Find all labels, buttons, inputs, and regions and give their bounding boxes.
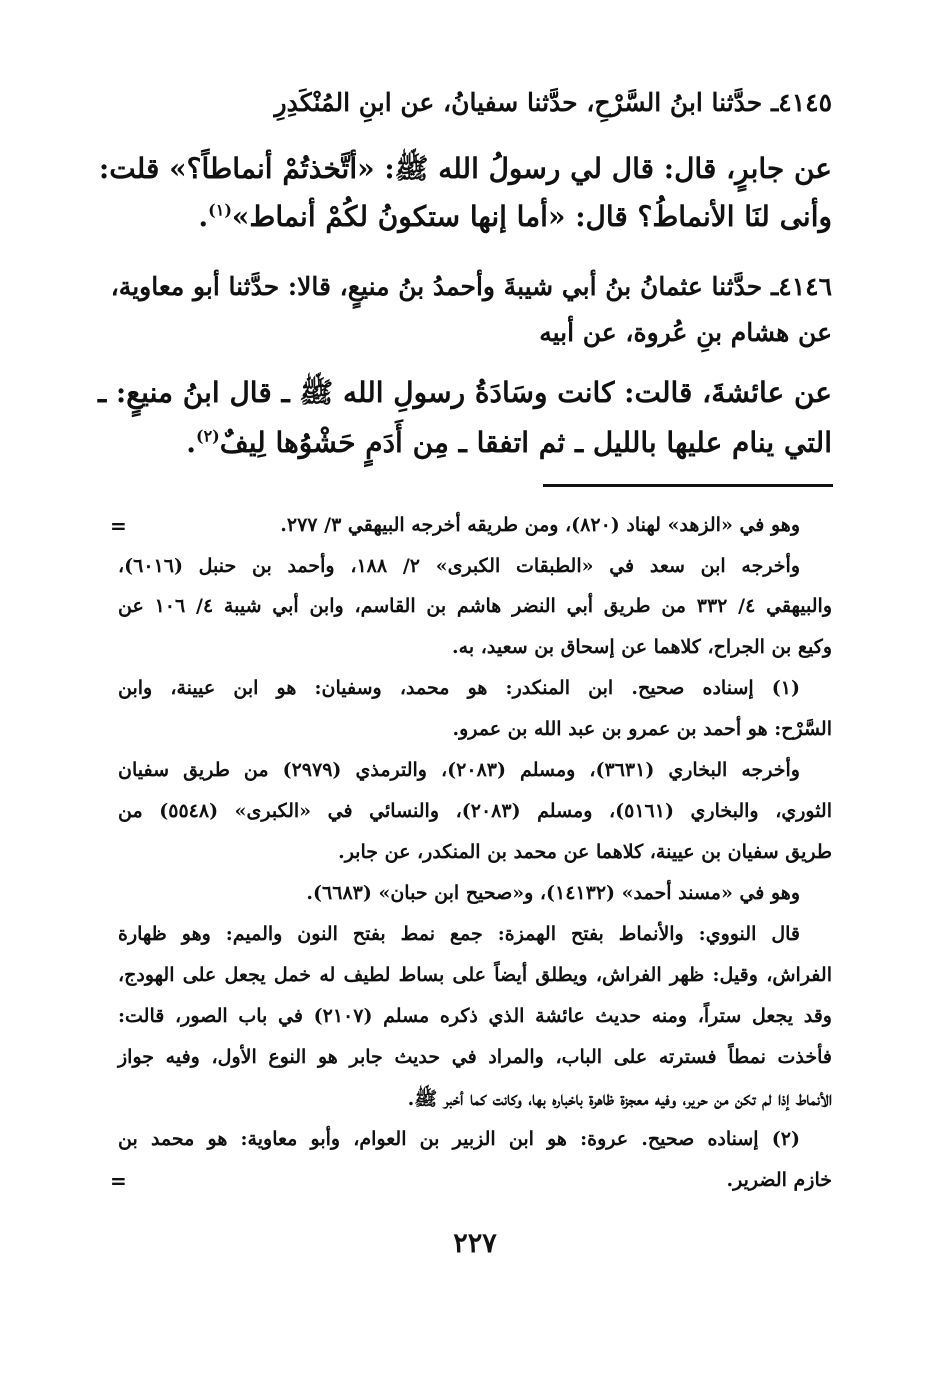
hadith-4145-matn-line-1: عن جابرٍ، قال: قال لي رسولُ الله ﷺ: «أتَّخذتُمْ أنماطاً؟» قلت: (98, 152, 832, 185)
footnote-2-line: (٢) إسناده صحيح. عروة: هو ابن الزبير بن العوام، وأبو معاوية: هو محمد بن (118, 1128, 800, 1150)
hadith-4146-matn-line-1: عن عائشةَ، قالت: كانت وسَادَةُ رسولِ الله ﷺ ـ قال ابنُ منيعٍ: ـ (97, 376, 832, 409)
footnote-1-line: الأنماط إذا لم تكن من حرير، وفيه معجزة ظاهرة باخباره بها، وكانت كما أخبر ﷺ. (407, 1088, 832, 1110)
footnote-continues-mark: = (110, 1169, 127, 1193)
hadith-4146-matn-text: التي ينام عليها بالليل ـ ثم اتفقا ـ مِن أَدَمٍ حَشْوُها لِيفٌ (219, 426, 832, 459)
footnote-2-line: خازم الضرير. (726, 1169, 832, 1191)
hadith-4146-note-ref: (٢) (195, 426, 220, 446)
footnote-1-line: وقد يجعل ستراً، ومنه حديث عائشة الذي ذكره مسلم (٢١٠٧) في باب الصور، قالت: (118, 1005, 832, 1027)
hadith-4145-matn-line-2: وأنى لنَا الأنماطُ؟ قال: «أما إنها ستكونُ لكُمْ أنماط»$^{(١)}$. (198, 200, 832, 233)
footnote-separator (543, 484, 833, 487)
footnote-1-line: قال النووي: والأنماط بفتح الهمزة: جمع نمط بفتح النون والميم: وهو ظهارة (118, 923, 800, 945)
footnote-line: والبيهقي ٤/ ٣٣٢ من طريق أبي النضر هاشم بن القاسم، وابن أبي شيبة ٤/ ١٠٦ عن (118, 595, 832, 617)
footnote-1-line: وأخرجه البخاري (٣٦٣١)، ومسلم (٢٠٨٣)، والترمذي (٢٩٧٩) من طريق سفيان (118, 759, 800, 781)
footnote-1-line: (١) إسناده صحيح. ابن المنكدر: هو محمد، وسفيان: هو ابن عيينة، وابن (118, 677, 800, 699)
footnote-1-line: وهو في «مسند أحمد» (١٤١٣٢)، و«صحيح ابن حبان» (٦٦٨٣). (306, 882, 800, 904)
hadith-4146-isnad-line-2: عن هشام بنِ عُروة، عن أبيه (539, 318, 832, 347)
page-number: ٢٢٧ (453, 1228, 497, 1259)
footnote-line: وكيع بن الجراح، كلاهما عن إسحاق بن سعيد، به. (452, 636, 832, 658)
hadith-4146-isnad-line-1: ٤١٤٦ـ حدَّثنا عثمانُ بنُ أبي شيبةَ وأحمدُ بنُ منيعٍ، قالا: حدَّثنا أبو معاوية، (110, 272, 832, 301)
footnote-1-line: طريق سفيان بن عيينة، كلاهما عن محمد بن المنكدر، عن جابر. (338, 841, 832, 863)
footnote-1-line: الثوري، والبخاري (٥١٦١)، ومسلم (٢٠٨٣)، والنسائي في «الكبرى» (٥٥٤٨) من (118, 800, 832, 822)
hadith-4145-isnad: ٤١٤٥ـ حدَّثنا ابنُ السَّرْحِ، حدَّثنا سفيانُ، عن ابنِ المُنْكَدِرِ (274, 88, 832, 117)
hadith-4146-matn-line-2: التي ينام عليها بالليل ـ ثم اتفقا ـ مِن أَدَمٍ حَشْوُها لِيفٌ$^{(٢)}$. (186, 426, 832, 459)
footnote-1-line: السَّرْح: هو أحمد بن عمرو بن عبد الله بن عمرو. (452, 718, 832, 740)
footnote-1-line: فأخذت نمطاً فسترته على الباب، والمراد في حديث جابر هو النوع الأول، وفيه جواز (118, 1046, 832, 1068)
footnote-continuation-mark: = (110, 514, 127, 538)
hadith-4145-note-ref: (١) (208, 200, 232, 220)
footnote-line: وهو في «الزهد» لهناد (٨٢٠)، ومن طريقه أخرجه البيهقي ٣/ ٢٧٧. (280, 514, 800, 536)
footnote-line: وأخرجه ابن سعد في «الطبقات الكبرى» ٢/ ١٨٨، وأحمد بن حنبل (٦٠١٦)، (118, 555, 800, 577)
footnote-1-line: الفراش، وقيل: ظهر الفراش، ويطلق أيضاً على بساط لطيف له خمل يجعل على الهودج، (118, 964, 832, 986)
hadith-4145-matn-text: وأنى لنَا الأنماطُ؟ قال: «أما إنها ستكونُ لكُمْ أنماط» (231, 200, 832, 233)
